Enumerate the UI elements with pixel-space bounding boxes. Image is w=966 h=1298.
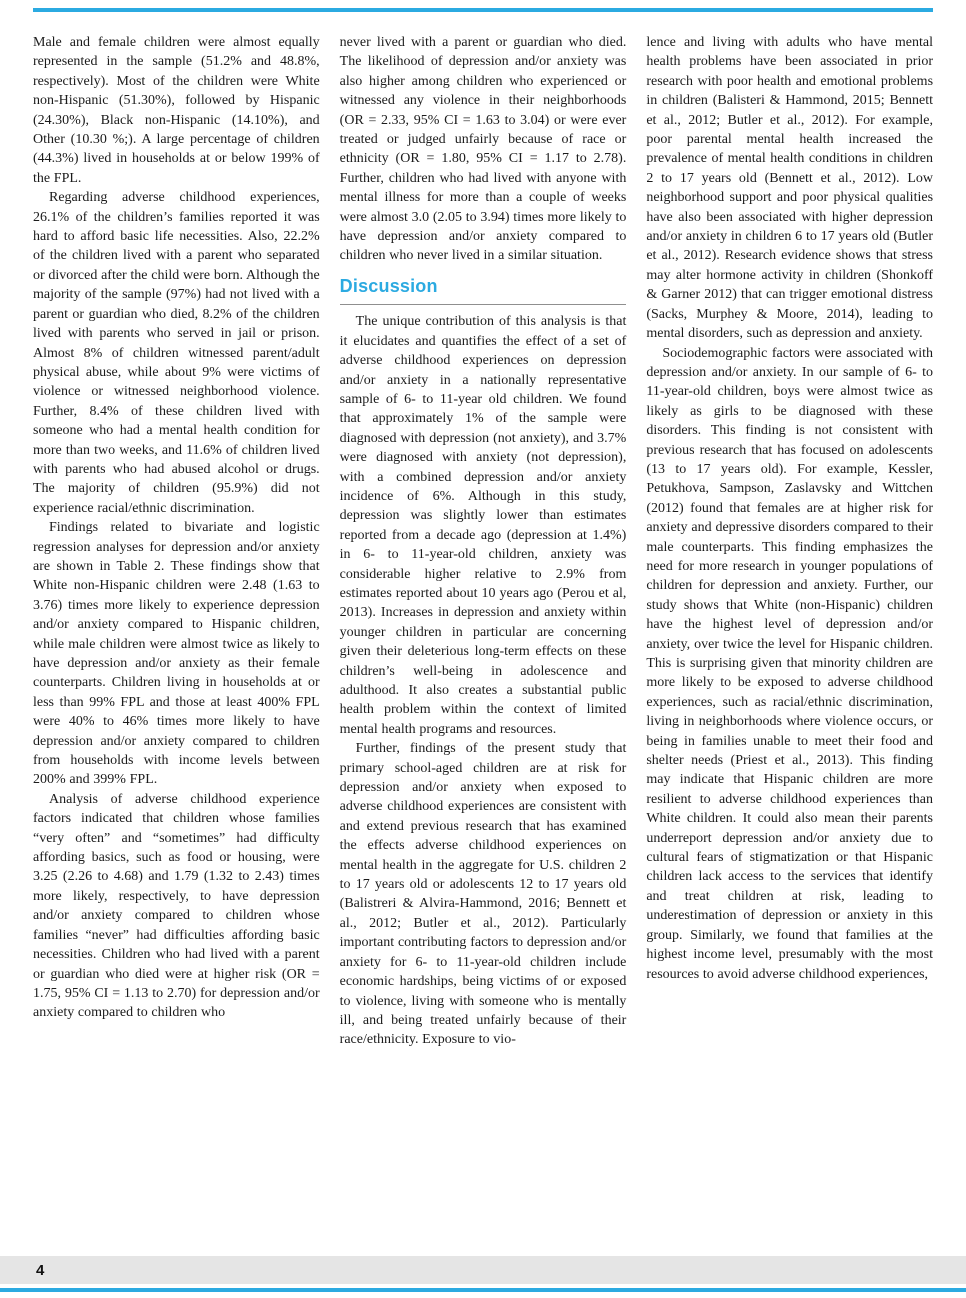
paragraph: The unique contribution of this analysis is that it elucidates and quantifies the effect of a set of adverse childhood experiences on depression and/or anxiety in a nationally representative sample of 6- to 11-year old children. We found that approximately 1% of the sample were diagnosed with depression (not anxiety), and 3.7% were diagnosed with anxiety (not depression), with a combined depression and/or anxiety incidence of 6%. Although in this study, depression was slightly lower than estimates reported from a decade ago (depression at 1.4%) in 6- to 11-year-old children, anxiety was considerable higher relative to 2.9% from estimates reported about 10 years ago (Perou et al, 2013). Increases in depression and anxiety within younger children in particular are concerning given their deleterious long-term effects on these children’s well-being in adolescence and adulthood. It also creates a substantial public health problem within the context of limited mental health programs and resources.: [339, 314, 627, 737]
article-body: [33, 33, 933, 1245]
paragraph: Findings related to bivariate and logistic regression analyses for depression and/or anxiety are shown in Table 2. These findings show that White non-Hispanic children were 2.48 (1.63 to 3.76) times more likely to experience depression and/or anxiety compared to Hispanic children, while male children were almost twice as likely to have depression and/or anxiety as their female counterparts. Children living in households at or less than 99% FPL and those at least 400% FPL were 40% to 46% times more likely to have depression and/or anxiety compared to children from households with income levels between 200% and 399% FPL.: [33, 520, 320, 788]
section-heading-discussion: Discussion: [340, 277, 627, 305]
paragraph: Regarding adverse childhood experiences, 26.1% of the children’s families reported it was hard to afford basic life necessities. Also, 22.2% of the children lived with a parent who separated or divorced after the child were born. Although the majority of the sample (97%) had not lived with a parent or guardian who died, 8.2% of the children lived with parents who served in jail or prison. Almost 8% of children witnessed parent/adult physical abuse, while about 9% were victims of violence or witnessed neighborhood violence. Further, 8.4% of these children lived with someone who had a mental health condition for more than two weeks, and 11.6% of children lived with parents who had abused alcohol or drugs. The majority of children (95.9%) did not experience racial/ethnic discrimination.: [33, 190, 320, 516]
page-footer: [0, 1256, 966, 1284]
paragraph: Further, findings of the present study that primary school-aged children are at risk for depression and/or anxiety when exposed to adverse childhood experiences are consistent with and extend previous research that has examined the effects adverse childhood experiences on mental health in the aggregate for U.S. children 2 to 17 years old or adolescents 12 to 17 years old (Balistreri & Alvira-Hammond, 2016; Bennett et al., 2012; Butler et al., 2012). Particularly important contributing factors to depression and/or anxiety for 6- to 11-year-old children include economic hardships, being victims of or exposed to violence, living with someone who is mentally ill, and being treated unfairly because of their race/ethnicity. Exposure to vio-: [339, 741, 627, 1048]
page-number: 4: [36, 1261, 45, 1279]
column-1: [33, 33, 320, 1245]
paragraph: never lived with a parent or guardian who died. The likelihood of depression and/or anxiety was also higher among children who experienced or witnessed any violence in their neighborhoods (OR = 2.33, 95% CI = 1.63 to 3.04) or were ever treated or judged unfairly because of race or ethnicity (OR = 1.80, 95% CI = 1.17 to 2.78). Further, children who had lived with anyone with mental illness for more than a couple of weeks were almost 3.0 (2.05 to 3.94) times more likely to have depression and/or anxiety compared to children who never lived in a similar situation.: [339, 35, 627, 264]
paragraph: Sociodemographic factors were associated with depression and/or anxiety. In our sample of 6- to 11-year-old children, boys were almost twice as likely as girls to be diagnosed with these disorders. This finding is not consistent with previous research that has focused on adolescents (13 to 17 years old). For example, Kessler, Petukhova, Sampson, Zaslavsky and Wittchen (2012) found that females are at higher risk for anxiety and depressive disorders compared to their male counterparts. This finding emphasizes the need for more research in younger populations of children for depression and anxiety. Further, our study shows that White (non-Hispanic) children have the highest level of depression and/or anxiety, over twice the level for Hispanic children. This is surprising given that minority children are more likely to be exposed to adverse childhood experiences, such as racial/ethnic discrimination, living in neighborhoods where violence occurs, or being in families unable to meet their food and shelter needs (Priest et al., 2013). This finding may indicate that Hispanic children are more resilient to adverse childhood experiences than White children. It could also mean their parents underreport depression and/or anxiety due to cultural fears of stigmatization or that Hispanic children lack access to the services that identify and treat children at risk, leading to underestimation of depression or anxiety in this group. Similarly, we found that families at the highest income level, presumably with the most resources to avoid adverse childhood experiences,: [646, 345, 933, 982]
paragraph: Male and female children were almost equally represented in the sample (51.2% and 48.8%, respectively). Most of the children were White non-Hispanic (51.30%), followed by Hispanic (24.30%), Black non-Hispanic (14.10%), and Other (10.30 %;). A large percentage of children (44.3%) lived in households at or below 199% of the FPL.: [33, 35, 320, 186]
column-2: [340, 33, 627, 1245]
bottom-accent-rule: [0, 1288, 966, 1292]
column-3: [646, 33, 933, 1245]
paragraph: Analysis of adverse childhood experience factors indicated that children whose families “very often” and “sometimes” had difficulty affording basics, such as food or housing, were 3.25 (2.26 to 4.68) and 1.79 (1.32 to 2.43) times more likely, respectively, to have depression and/or anxiety compared to children whose families “never” had difficulties affording basic necessities. Children who had lived with a parent or guardian who died were at higher risk (OR = 1.75, 95% CI = 1.13 to 2.70) for depression and/or anxiety compared to children who: [33, 791, 320, 1021]
top-accent-rule: [33, 8, 933, 12]
paragraph: lence and living with adults who have mental health problems have been associated in prior research with poor health and emotional problems in children (Balisteri & Hammond, 2015; Bennett et al., 2012; Butler et al., 2012). For example, poor parental mental health increased the prevalence of mental health conditions in children 2 to 17 years old (Bennett et al., 2012). Low neighborhood support and poor physical qualities have also been associated with higher depression and/or anxiety in children 6 to 17 years old (Butler et al., 2012). Research evidence shows that stress may alter hormone activity in children (Shonkoff & Garner 2012) that can trigger emotional distress (Sacks, Murphey & Moore, 2014), leading to mental disorders, such as depression and anxiety.: [646, 35, 933, 342]
